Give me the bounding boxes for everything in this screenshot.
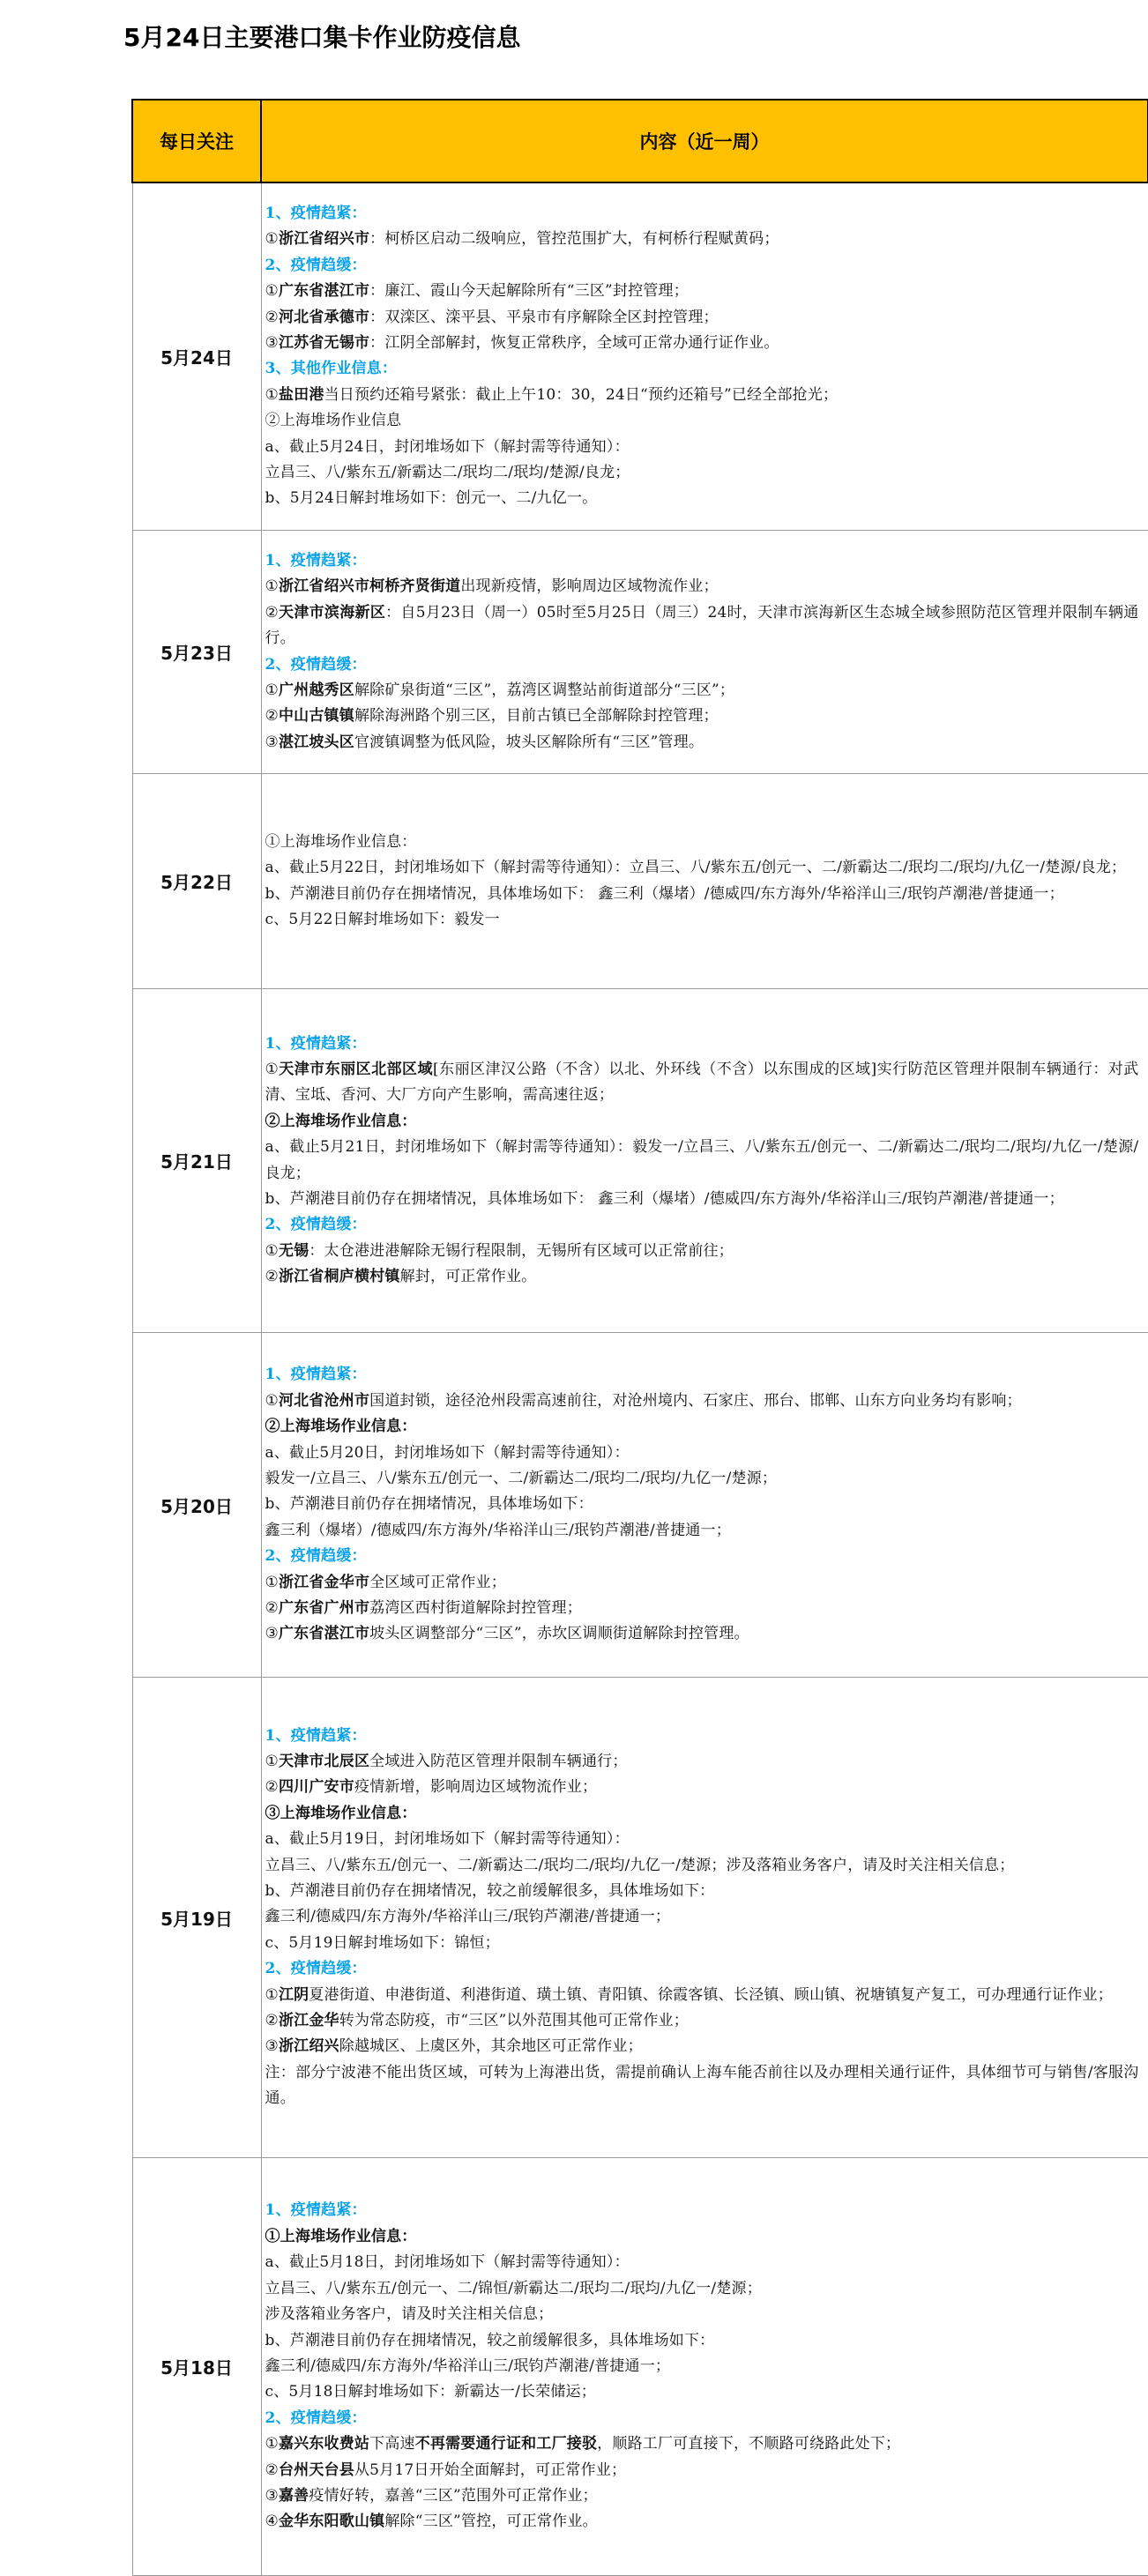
section-heading bbox=[265, 652, 1139, 678]
highlight-text: 浙江金华 bbox=[278, 2012, 339, 2030]
content-text: 疫情新增，影响周边区域物流作业； bbox=[354, 1778, 598, 1797]
content-line bbox=[265, 2431, 1139, 2457]
content-line bbox=[265, 1749, 1139, 1775]
highlight-text: 河北省沧州市 bbox=[278, 1391, 370, 1410]
content-text: ② bbox=[265, 603, 280, 622]
content-line bbox=[265, 2483, 1139, 2509]
content-text: ① bbox=[265, 282, 279, 301]
highlight-text: 浙江省桐庐横村镇 bbox=[278, 1268, 400, 1286]
section-heading bbox=[265, 1544, 1139, 1569]
section-heading-text: 2、疫情趋缓： bbox=[265, 655, 367, 674]
highlight-text: 台州天台县 bbox=[278, 2461, 354, 2479]
content-line bbox=[265, 435, 1139, 460]
content-line bbox=[265, 1853, 1139, 1879]
row-content bbox=[261, 774, 1148, 989]
section-heading-text: 2、疫情趋缓： bbox=[265, 1547, 367, 1566]
content-text: ① bbox=[265, 1391, 279, 1410]
section-heading-text: 2、疫情趋缓： bbox=[265, 1960, 367, 1978]
content-line bbox=[265, 574, 1139, 599]
content-text: [东丽区津汉公路（不含）以北、外环线（不含）以东围成的区域]实行防范区管理并限制车辆通行：对武清、宝坻、香河、大厂方向产生影响，需高速往返； bbox=[265, 1061, 1139, 1105]
highlight-text: 无锡 bbox=[278, 1241, 309, 1260]
highlight-text: 天津市北辰区 bbox=[278, 1752, 370, 1770]
highlight-text: 天津市滨海新区 bbox=[279, 603, 386, 622]
content-line bbox=[265, 408, 1139, 434]
section-heading-text: 1、疫情趋紧： bbox=[265, 1366, 367, 1384]
content-text: 除越城区、上虞区外，其余地区可正常作业； bbox=[339, 2037, 643, 2056]
content-line bbox=[265, 2060, 1139, 2112]
header-daily-focus: 每日关注 bbox=[132, 100, 261, 182]
section-heading bbox=[265, 1724, 1139, 1749]
content-text: 鑫三利/德威四/东方海外/华裕洋山三/珉钧芦潮港/普捷通一； bbox=[265, 1908, 671, 1926]
section-heading bbox=[265, 548, 1139, 574]
content-line bbox=[265, 2458, 1139, 2483]
content-line bbox=[265, 704, 1139, 729]
highlight-text: 广州越秀区 bbox=[278, 681, 354, 699]
content-line bbox=[265, 1518, 1139, 1544]
content-text: ①上海堆场作业信息： bbox=[265, 832, 417, 851]
content-line bbox=[265, 2509, 1139, 2535]
section-heading bbox=[265, 1212, 1139, 1238]
content-line bbox=[265, 1775, 1139, 1800]
content-line bbox=[265, 730, 1139, 756]
content-text: ：太仓港进港解除无锡行程限制，无锡所有区域可以正常前往； bbox=[309, 1241, 734, 1260]
row-date: 5月22日 bbox=[132, 774, 261, 989]
section-heading-text: 1、疫情趋紧： bbox=[265, 1726, 367, 1745]
content-text: ：江阴全部解封，恢复正常秩序，全域可正常办通行证作业。 bbox=[369, 334, 779, 353]
content-line bbox=[265, 486, 1139, 511]
content-text: ② bbox=[265, 707, 279, 726]
content-text: ① bbox=[265, 577, 279, 596]
content-line bbox=[265, 2328, 1139, 2354]
content-text: a、截止5月24日，封闭堆场如下（解封需等待通知）： bbox=[265, 437, 630, 456]
content-text: ① bbox=[265, 230, 279, 249]
highlight-text: 盐田港 bbox=[278, 385, 324, 404]
highlight-text: 浙江省绍兴市 bbox=[278, 230, 370, 249]
content-text: ① bbox=[265, 385, 279, 404]
content-text: 立昌三、八/紫东五/创元一、二/新霸达二/珉均二/珉均/九亿一/楚源；涉及落箱业务客户，请及时关注相关信息； bbox=[265, 1856, 1015, 1874]
content-line bbox=[265, 1057, 1139, 1109]
table-header-row bbox=[132, 100, 1148, 182]
content-line bbox=[265, 600, 1139, 652]
content-line bbox=[265, 1239, 1139, 1264]
content-text: ③ bbox=[265, 334, 279, 353]
content-text: 荔湾区西村街道解除封控管理； bbox=[369, 1599, 582, 1618]
content-text: 下高速 bbox=[369, 2435, 415, 2453]
content-text: c、5月22日解封堆场如下：毅发一 bbox=[265, 911, 500, 929]
content-text: ②上海堆场作业信息 bbox=[265, 412, 402, 430]
content-text: 毅发一/立昌三、八/紫东五/创元一、二/新霸达二/珉均二/珉均/九亿一/楚源； bbox=[265, 1470, 778, 1488]
content-text: 国道封锁，途径沧州段需高速前往，对沧州境内、石家庄、邢台、邯郸、山东方向业务均有影响； bbox=[369, 1391, 1022, 1410]
content-text: 疫情好转，嘉善“三区”范围外可正常作业； bbox=[309, 2486, 598, 2505]
content-line bbox=[265, 383, 1139, 408]
content-text: ③ bbox=[265, 2037, 279, 2056]
content-line bbox=[265, 2250, 1139, 2275]
highlight-text: 不再需要通行证和工厂接驳 bbox=[414, 2435, 598, 2453]
content-text: ① bbox=[265, 1985, 279, 2004]
highlight-text: 湛江坡头区 bbox=[278, 733, 354, 751]
content-text: a、截止5月21日，封闭堆场如下（解封需等待通知）：毅发一/立昌三、八/紫东五/创元一、二/新霸达二/珉均二/珉均/九亿一/楚源/良龙； bbox=[265, 1138, 1139, 1182]
section-heading bbox=[265, 356, 1139, 382]
content-text: b、芦潮港目前仍存在拥堵情况，具体堆场如下： 鑫三利（爆堵）/德威四/东方海外/华裕洋山三/珉钧芦潮港/普捷通一； bbox=[265, 884, 1064, 903]
header-content: 内容（近一周） bbox=[261, 100, 1148, 182]
section-heading bbox=[265, 1031, 1139, 1057]
highlight-text: ①上海堆场作业信息： bbox=[265, 2227, 417, 2245]
highlight-text: 中山古镇镇 bbox=[278, 707, 354, 726]
highlight-text: 天津市东丽区北部区域 bbox=[279, 1061, 434, 1078]
section-heading bbox=[265, 1956, 1139, 1982]
row-content bbox=[261, 1678, 1148, 2158]
highlight-text: 浙江绍兴 bbox=[278, 2037, 339, 2056]
row-date: 5月24日 bbox=[132, 182, 261, 530]
content-text: b、芦潮港目前仍存在拥堵情况，具体堆场如下： bbox=[265, 1495, 593, 1514]
row-content bbox=[261, 530, 1148, 773]
content-text: ① bbox=[265, 1573, 279, 1591]
section-heading-text: 2、疫情趋缓： bbox=[265, 256, 367, 274]
content-line bbox=[265, 2354, 1139, 2379]
content-text: 解除矿泉街道“三区”，荔湾区调整站前街道部分“三区”； bbox=[354, 681, 735, 699]
row-content bbox=[261, 2158, 1148, 2576]
content-line bbox=[265, 279, 1139, 304]
content-text: b、芦潮港目前仍存在拥堵情况，具体堆场如下： 鑫三利（爆堵）/德威四/东方海外/华裕洋山三/珉钧芦潮港/普捷通一； bbox=[265, 1190, 1064, 1209]
content-text: ② bbox=[265, 1268, 279, 1286]
content-text: 注：部分宁波港不能出货区域，可转为上海港出货，需提前确认上海车能否前往以及办理相关通行证件，具体细节可与销售/客服沟通。 bbox=[265, 2063, 1139, 2108]
content-text: ，顺路工厂可直接下，不顺路可绕路此处下； bbox=[597, 2435, 901, 2453]
content-text: a、截止5月20日，封闭堆场如下（解封需等待通知）： bbox=[265, 1443, 630, 1462]
content-line bbox=[265, 855, 1139, 881]
row-date: 5月19日 bbox=[132, 1678, 261, 2158]
content-text: 鑫三利/德威四/东方海外/华裕洋山三/珉钧芦潮港/普捷通一； bbox=[265, 2356, 671, 2375]
content-text: 当日预约还箱号紧张：截止上午10：30，24日“预约还箱号”已经全部抢光； bbox=[324, 385, 839, 404]
content-line bbox=[265, 1109, 1139, 1135]
content-line bbox=[265, 1621, 1139, 1647]
content-line bbox=[265, 2034, 1139, 2059]
content-line bbox=[265, 1879, 1139, 1904]
content-line bbox=[265, 1801, 1139, 1827]
content-text: ④ bbox=[265, 2513, 279, 2531]
row-content bbox=[261, 1333, 1148, 1678]
content-line bbox=[265, 2302, 1139, 2327]
content-text: ② bbox=[265, 1778, 279, 1797]
epidemic-info-table bbox=[131, 99, 1148, 2576]
content-line bbox=[265, 2224, 1139, 2250]
content-line bbox=[265, 1931, 1139, 1956]
content-line bbox=[265, 1414, 1139, 1440]
content-text: c、5月18日解封堆场如下：新霸达一/长荣储运； bbox=[265, 2383, 596, 2401]
content-text: ① bbox=[265, 1061, 280, 1078]
highlight-text: 金华东阳歌山镇 bbox=[278, 2513, 385, 2531]
content-text: ：自5月23日（周一）05时至5月25日（周三）24时，天津市滨海新区生态城全域参照防范区管理并限制车辆通行。 bbox=[265, 603, 1139, 648]
highlight-text: ②上海堆场作业信息： bbox=[265, 1112, 417, 1130]
content-line bbox=[265, 331, 1139, 356]
content-line bbox=[265, 1596, 1139, 1621]
content-line bbox=[265, 1264, 1139, 1290]
content-line bbox=[265, 1570, 1139, 1596]
content-text: a、截止5月19日，封闭堆场如下（解封需等待通知）： bbox=[265, 1830, 630, 1849]
highlight-text: 四川广安市 bbox=[278, 1778, 354, 1797]
section-heading-text: 1、疫情趋紧： bbox=[265, 551, 367, 570]
section-heading-text: 1、疫情趋紧： bbox=[265, 1034, 367, 1053]
row-date: 5月20日 bbox=[132, 1333, 261, 1678]
highlight-text: 江苏省无锡市 bbox=[278, 334, 370, 353]
section-heading bbox=[265, 2198, 1139, 2223]
content-text: ② bbox=[265, 1599, 279, 1618]
content-text: 坡头区调整部分“三区”，赤坎区调顺街道解除封控管理。 bbox=[369, 1625, 749, 1643]
content-text: ① bbox=[265, 681, 279, 699]
section-heading-text: 1、疫情趋紧： bbox=[265, 2201, 367, 2220]
content-text: c、5月19日解封堆场如下：锦恒； bbox=[265, 1933, 500, 1952]
content-text: 立昌三、八/紫东五/创元一、二/锦恒/新霸达二/珉均二/珉均/九亿一/楚源； bbox=[265, 2279, 762, 2297]
content-line bbox=[265, 830, 1139, 855]
content-text: ：廉江、霞山今天起解除所有“三区”封控管理； bbox=[369, 282, 689, 301]
highlight-text: 浙江省金华市 bbox=[278, 1573, 370, 1591]
section-heading bbox=[265, 253, 1139, 279]
row-date: 5月23日 bbox=[132, 530, 261, 773]
content-text: 鑫三利（爆堵）/德威四/东方海外/华裕洋山三/珉钧芦潮港/普捷通一； bbox=[265, 1521, 731, 1539]
content-text: ① bbox=[265, 1752, 279, 1770]
table-row bbox=[132, 1678, 1148, 2158]
content-text: 立昌三、八/紫东五/新霸达二/珉均二/珉均/楚源/良龙； bbox=[265, 464, 630, 482]
content-text: ③ bbox=[265, 1625, 279, 1643]
content-text: 解封，可正常作业。 bbox=[399, 1268, 537, 1286]
content-text: b、5月24日解封堆场如下：创元一、二/九亿一。 bbox=[265, 489, 598, 508]
section-heading-text: 1、疫情趋紧： bbox=[265, 205, 367, 222]
content-line bbox=[265, 1135, 1139, 1187]
table-row bbox=[132, 1333, 1148, 1678]
table-row bbox=[132, 182, 1148, 530]
content-line bbox=[265, 907, 1139, 933]
content-line bbox=[265, 1389, 1139, 1414]
highlight-text: ③上海堆场作业信息： bbox=[265, 1804, 417, 1822]
section-heading bbox=[265, 201, 1139, 227]
highlight-text: 江阴 bbox=[278, 1985, 309, 2004]
table-row bbox=[132, 2158, 1148, 2576]
content-line bbox=[265, 2379, 1139, 2405]
row-date: 5月21日 bbox=[132, 989, 261, 1333]
content-text: 夏港街道、申港街道、利港街道、璜土镇、青阳镇、徐霞客镇、长泾镇、顾山镇、祝塘镇复产复工，可办理通行证作业； bbox=[309, 1985, 1113, 2004]
content-text: a、截止5月22日，封闭堆场如下（解封需等待通知）：立昌三、八/紫东五/创元一、二/新霸达二/珉均二/珉均/九亿一/楚源/良龙； bbox=[265, 859, 1127, 877]
content-line bbox=[265, 305, 1139, 331]
content-text: 全区域可正常作业； bbox=[369, 1573, 506, 1591]
content-text: ③ bbox=[265, 2486, 279, 2505]
highlight-text: 广东省湛江市 bbox=[278, 282, 370, 301]
content-line bbox=[265, 678, 1139, 704]
content-text: 全域进入防范区管理并限制车辆通行； bbox=[369, 1752, 628, 1770]
content-line bbox=[265, 1466, 1139, 1492]
content-line bbox=[265, 227, 1139, 252]
highlight-text: 浙江省绍兴市柯桥齐贤街道 bbox=[278, 577, 461, 596]
content-text: 涉及落箱业务客户，请及时关注相关信息； bbox=[265, 2305, 554, 2324]
content-text: ：柯桥区启动二级响应，管控范围扩大，有柯桥行程赋黄码； bbox=[369, 230, 779, 249]
content-text: 解除海洲路个别三区，目前古镇已全部解除封控管理； bbox=[354, 707, 719, 726]
content-text: ① bbox=[265, 1241, 279, 1260]
row-content bbox=[261, 989, 1148, 1333]
content-text: a、截止5月18日，封闭堆场如下（解封需等待通知）： bbox=[265, 2253, 630, 2272]
content-text: 解除“三区”管控，可正常作业。 bbox=[384, 2513, 598, 2531]
table-row bbox=[132, 989, 1148, 1333]
content-text: 官渡镇调整为低风险，坡头区解除所有“三区”管理。 bbox=[354, 733, 704, 751]
content-text: ② bbox=[265, 308, 279, 326]
content-text: 转为常态防疫，市“三区”以外范围其他可正常作业； bbox=[339, 2012, 689, 2030]
row-content bbox=[261, 182, 1148, 530]
content-line bbox=[265, 1983, 1139, 2008]
highlight-text: 嘉兴东收费站 bbox=[278, 2435, 370, 2453]
content-line bbox=[265, 1441, 1139, 1466]
page-title: 5月24日主要港口集卡作业防疫信息 bbox=[123, 23, 521, 52]
table-row bbox=[132, 530, 1148, 773]
content-text: b、芦潮港目前仍存在拥堵情况，较之前缓解很多，具体堆场如下： bbox=[265, 1882, 715, 1901]
content-text: ② bbox=[265, 2461, 279, 2479]
section-heading-text: 2、疫情趋缓： bbox=[265, 1216, 367, 1234]
content-line bbox=[265, 882, 1139, 907]
content-text: ① bbox=[265, 2435, 279, 2453]
content-text: ② bbox=[265, 2012, 279, 2030]
content-line bbox=[265, 1492, 1139, 1517]
content-line bbox=[265, 2276, 1139, 2302]
content-line bbox=[265, 1827, 1139, 1852]
content-text: 从5月17日开始全面解封，可正常作业； bbox=[354, 2461, 627, 2479]
content-text: b、芦潮港目前仍存在拥堵情况，较之前缓解很多，具体堆场如下： bbox=[265, 2331, 715, 2349]
section-heading bbox=[265, 2406, 1139, 2431]
content-line bbox=[265, 1187, 1139, 1212]
highlight-text: 广东省广州市 bbox=[278, 1599, 370, 1618]
highlight-text: ②上海堆场作业信息： bbox=[265, 1418, 417, 1436]
content-text: ：双滦区、滦平县、平泉市有序解除全区封控管理； bbox=[369, 308, 719, 326]
highlight-text: 嘉善 bbox=[278, 2486, 309, 2505]
section-heading-text: 3、其他作业信息： bbox=[265, 360, 398, 378]
section-heading bbox=[265, 1362, 1139, 1388]
content-line bbox=[265, 460, 1139, 486]
highlight-text: 广东省湛江市 bbox=[278, 1625, 370, 1643]
row-date: 5月18日 bbox=[132, 2158, 261, 2576]
content-line bbox=[265, 1904, 1139, 1930]
content-text: 出现新疫情，影响周边区域物流作业； bbox=[460, 577, 719, 596]
highlight-text: 河北省承德市 bbox=[278, 308, 370, 326]
content-text: ③ bbox=[265, 733, 279, 751]
section-heading-text: 2、疫情趋缓： bbox=[265, 2408, 367, 2427]
content-line bbox=[265, 2008, 1139, 2034]
table-row bbox=[132, 774, 1148, 989]
